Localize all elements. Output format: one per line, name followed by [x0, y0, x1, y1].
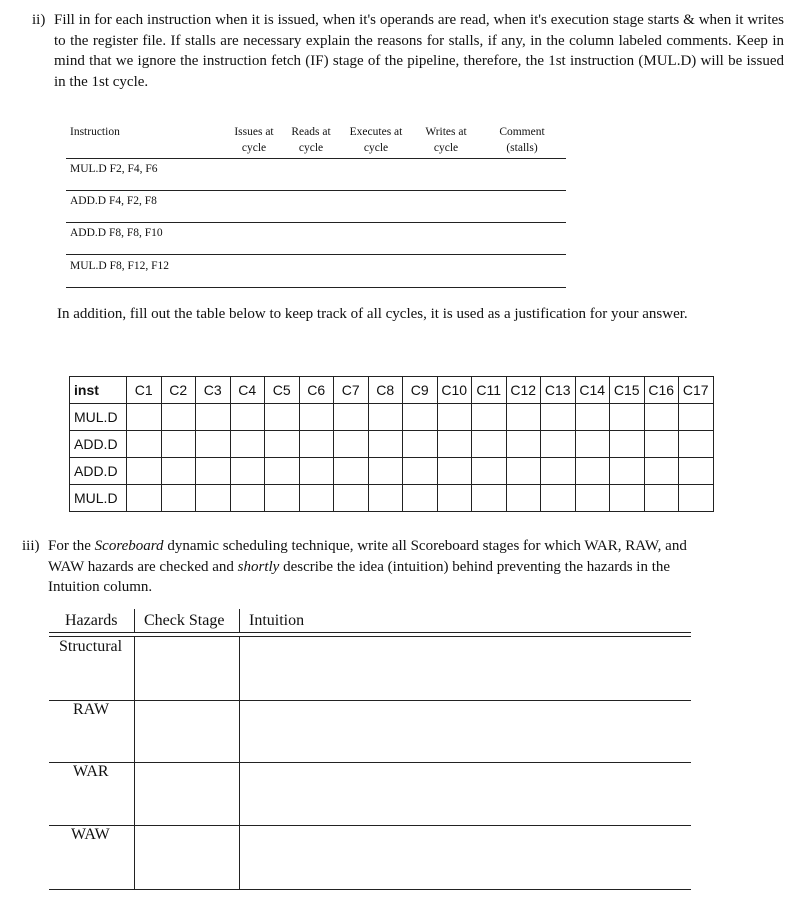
cycle-header-cell: C6 [299, 377, 334, 404]
cycle-cell [506, 431, 541, 458]
cycle-cell [679, 458, 714, 485]
cycle-cell [196, 404, 231, 431]
cycle-cell [403, 485, 438, 512]
question-ii-text: Fill in for each instruction when it is issued, when it's operands are read, when it's execution stage starts & when it writes to the register file. If stalls are necessary explain the reasons for stalls, if any, in the column labeled comments. Keep in mind that we ignore the instruction fetch (IF) stage of the pipeline, therefore, the 1st instruction (MUL.D) will be issued in the 1st cycle. [54, 12, 784, 90]
cycle-cell [541, 404, 576, 431]
cycle-cell [679, 485, 714, 512]
question-ii-label: ii) [32, 12, 46, 28]
cycle-header-cell: C10 [437, 377, 472, 404]
cycle-cell [230, 458, 265, 485]
question-iii [22, 536, 692, 598]
cycle-header-cell: C11 [472, 377, 507, 404]
cycle-cell [575, 404, 610, 431]
instruction-table-header [66, 124, 566, 159]
question-ii [32, 10, 784, 92]
cycle-header-cell: C3 [196, 377, 231, 404]
cycle-cell [437, 404, 472, 431]
header-comment: Comment (stalls) [499, 126, 545, 154]
cycle-cell [610, 404, 645, 431]
instruction-row: ADD.D F4, F2, F8 [66, 190, 566, 223]
cycle-row-label: ADD.D [70, 431, 127, 458]
cycle-row [70, 431, 714, 458]
instruction-row: ADD.D F8, F8, F10 [66, 222, 566, 255]
cycle-cell [334, 431, 369, 458]
question-iii-label: iii) [22, 538, 40, 554]
cycle-cell [506, 404, 541, 431]
cycle-cell [161, 404, 196, 431]
cycle-cell [265, 458, 300, 485]
instruction-row: MUL.D F2, F4, F6 [66, 158, 566, 191]
cycle-cell [679, 431, 714, 458]
cycle-header-cell: C14 [575, 377, 610, 404]
row-rule [49, 825, 691, 826]
cycle-row-label: MUL.D [70, 485, 127, 512]
cycle-cell [334, 404, 369, 431]
cycle-cell [610, 485, 645, 512]
row-rule [49, 889, 691, 890]
cycle-cell [437, 458, 472, 485]
header-reads: Reads at cycle [291, 126, 331, 154]
cycle-cell [437, 431, 472, 458]
cycle-header-cell: C12 [506, 377, 541, 404]
header-rule [49, 636, 691, 637]
cycle-cell [437, 485, 472, 512]
cycle-tracking-table [69, 376, 714, 512]
cycle-cell [644, 458, 679, 485]
row-rule [49, 762, 691, 763]
cycle-cell [506, 458, 541, 485]
cycle-header-row [70, 377, 714, 404]
header-issues: Issues at cycle [234, 126, 274, 154]
header-intuition: Intuition [249, 612, 305, 629]
cycle-cell [644, 404, 679, 431]
hazard-row-label: WAR [73, 763, 109, 780]
cycle-header-cell: C13 [541, 377, 576, 404]
cycle-cell [334, 485, 369, 512]
row-rule [49, 700, 691, 701]
cycle-cell [610, 431, 645, 458]
cycle-cell [299, 458, 334, 485]
cycle-cell [610, 458, 645, 485]
cycle-cell [368, 404, 403, 431]
cycle-row [70, 404, 714, 431]
cycle-cell [230, 431, 265, 458]
cycle-header-cell: C4 [230, 377, 265, 404]
header-divider [239, 609, 240, 632]
cycle-header-cell: C16 [644, 377, 679, 404]
cycle-cell [299, 485, 334, 512]
question-iii-text: For the Scoreboard dynamic scheduling technique, write all Scoreboard stages for which WAR, RAW, and WAW hazards are checked and shortly describe the idea (intuition) behind preventing the hazards in the Intuition column. [48, 538, 687, 595]
header-writes: Writes at cycle [425, 126, 467, 154]
cycle-header-cell: C15 [610, 377, 645, 404]
cycle-cell [265, 485, 300, 512]
cycle-cell [196, 458, 231, 485]
cycle-cell [644, 431, 679, 458]
cycle-header-cell: C1 [127, 377, 162, 404]
cycle-cell [230, 404, 265, 431]
header-divider [134, 609, 135, 632]
cycle-cell [644, 485, 679, 512]
cycle-cell [575, 458, 610, 485]
hazard-table [49, 607, 691, 890]
additional-instructions: In addition, fill out the table below to keep track of all cycles, it is used as a justification for your answer. [57, 306, 688, 322]
cycle-header-cell: C2 [161, 377, 196, 404]
cycle-cell [472, 458, 507, 485]
cycle-header-cell: C7 [334, 377, 369, 404]
header-rule [49, 632, 691, 633]
cycle-cell [265, 404, 300, 431]
hazard-row-label: Structural [59, 638, 123, 655]
header-hazards: Hazards [65, 612, 118, 629]
cycle-cell [368, 458, 403, 485]
cycle-cell [541, 431, 576, 458]
cycle-cell [541, 458, 576, 485]
cycle-cell [127, 431, 162, 458]
cycle-row [70, 458, 714, 485]
cycle-cell [334, 458, 369, 485]
cycle-cell [230, 485, 265, 512]
cycle-cell [575, 485, 610, 512]
cycle-cell [299, 404, 334, 431]
cycle-header-cell: C17 [679, 377, 714, 404]
cycle-cell [403, 431, 438, 458]
cycle-cell [472, 404, 507, 431]
hazard-row-label: WAW [71, 826, 110, 843]
cycle-cell [299, 431, 334, 458]
instruction-row: MUL.D F8, F12, F12 [66, 255, 566, 288]
column-divider [239, 636, 240, 890]
cycle-corner-label: inst [70, 377, 127, 404]
cycle-cell [161, 458, 196, 485]
column-divider [134, 636, 135, 890]
cycle-cell [196, 485, 231, 512]
cycle-cell [127, 404, 162, 431]
cycle-cell [127, 485, 162, 512]
cycle-header-cell: C5 [265, 377, 300, 404]
header-instruction: Instruction [70, 126, 120, 138]
cycle-row-label: MUL.D [70, 404, 127, 431]
cycle-cell [679, 404, 714, 431]
cycle-cell [541, 485, 576, 512]
cycle-cell [575, 431, 610, 458]
header-executes: Executes at cycle [349, 126, 403, 154]
header-check-stage: Check Stage [144, 612, 225, 629]
cycle-cell [472, 431, 507, 458]
cycle-cell [403, 458, 438, 485]
hazard-row-label: RAW [73, 701, 110, 718]
cycle-cell [196, 431, 231, 458]
cycle-cell [403, 404, 438, 431]
cycle-row-label: ADD.D [70, 458, 127, 485]
cycle-header-cell: C9 [403, 377, 438, 404]
cycle-cell [506, 485, 541, 512]
cycle-header-cell: C8 [368, 377, 403, 404]
cycle-cell [127, 458, 162, 485]
cycle-cell [265, 431, 300, 458]
cycle-cell [161, 485, 196, 512]
cycle-row [70, 485, 714, 512]
cycle-cell [368, 485, 403, 512]
cycle-cell [368, 431, 403, 458]
cycle-cell [472, 485, 507, 512]
cycle-cell [161, 431, 196, 458]
